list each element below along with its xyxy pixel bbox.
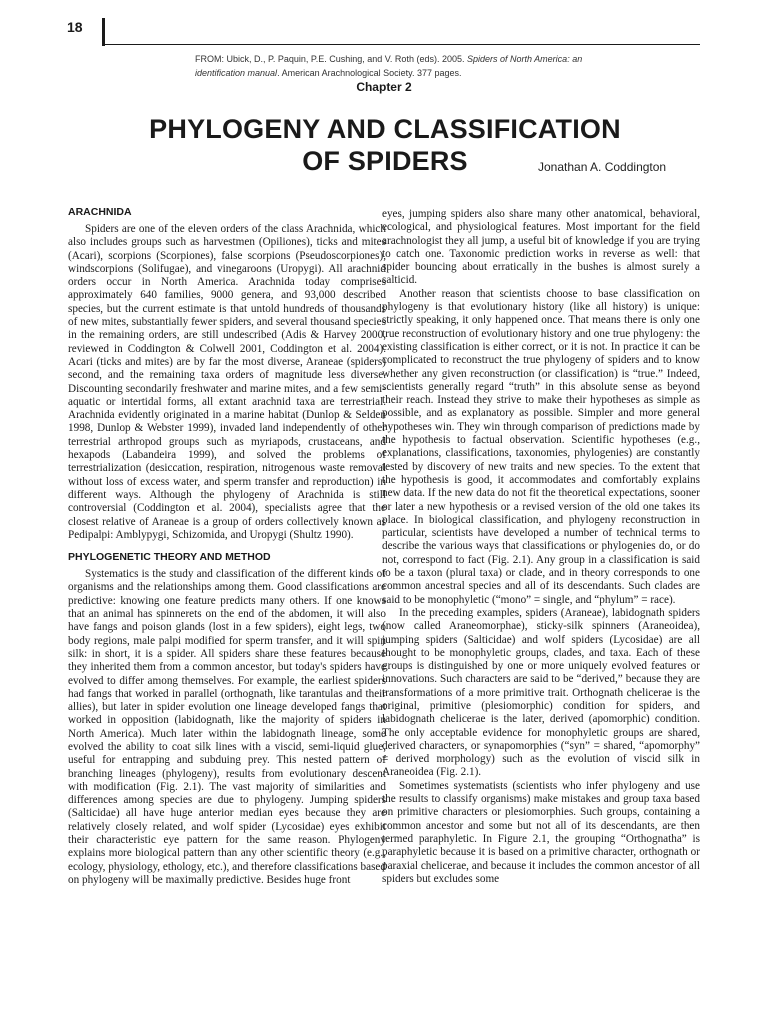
chapter-label: Chapter 2 (356, 80, 412, 94)
source-suffix: . American Arachnological Society. 377 pages. (277, 68, 462, 78)
source-prefix: FROM: Ubick, D., P. Paquin, P.E. Cushing, and V. Roth (eds). 2005. (195, 54, 467, 64)
paragraph-continued: eyes, jumping spiders also share many other anatomical, behavioral, ecological, and physiological features. Most important for the field arachnologist they all jump, a useful bit of knowledge if you are trying to catch one. Taxonomic prediction works in reverse as well: that spider bouncing about erratically in the bushes is almost surely a salticid. (382, 208, 700, 287)
page-number: 18 (67, 19, 83, 35)
title-line-2: OF SPIDERS (302, 146, 468, 176)
title-line-1: PHYLOGENY AND CLASSIFICATION (149, 114, 621, 144)
header-bar (102, 18, 105, 46)
paragraph: Another reason that scientists choose to base classification on phylogeny is that evolutionary history (like all history) is unique: strictly speaking, it only happened once. That means there is only one true reconstruction of evolutionary history and one true phylogeny: the existing classification is either correct, or it is not. In practice it can be complicated to reconstruct the true phylogeny of spiders and to know whether any given reconstruction (or classification) is “true.” Indeed, scientists generally regard “truth” in this absolute sense as beyond their reach. Instead they strive to make their hypotheses as simple as possible, and as explanatory as possible. Simpler and more general hypotheses win. They win through comparison of predictions made by the hypothesis to factual observation. Scientific hypotheses (e.g., explanations, classifications, taxonomies, phylogenies) are constantly tested by discovery of new traits and new species. To the extent that the hypothesis is good, it accommodates and comfortably explains new data. If the new data do not fit the theoretical expectations, sooner or later a new hypothesis or a revised version of the old one takes its place. In biological classification, and phylogeny reconstruction in particular, scientists have developed a number of technical terms to describe the various ways that classifications or phylogenies do, or do not, correspond to fact (Fig. 2.1). Any group in a classification is said to be a taxon (plural taxa) or clade, and in theory corresponds to one common ancestral species and all of its descendants. Such clades are said to be monophyletic (“mono” = single, and “phylum” = race). (382, 287, 700, 606)
paragraph: Sometimes systematists (scientists who infer phylogeny and use the results to classify organisms) make mistakes and group taxa based on primitive characters or plesiomorphies. Such groups, containing a common ancestor and some but not all of its descendants, are then termed paraphyletic. In Figure 2.1, the grouping “Orthognatha” is paraphyletic because it is based on a primitive character, orthognath or paraxial chelicerae, and because it includes the common ancestor of all spiders but excludes some (382, 779, 700, 885)
right-column (382, 208, 700, 886)
source-book-title: Spiders of North America: an (466, 54, 583, 64)
author-name: Jonathan A. Coddington (538, 160, 667, 174)
source-book-subtitle: identification manual (195, 68, 278, 78)
section-heading-arachnida: ARACHNIDA (68, 206, 132, 218)
section-heading-theory: PHYLOGENETIC THEORY AND METHOD (68, 551, 271, 564)
source-citation (195, 52, 625, 80)
header-rule (104, 44, 700, 45)
paragraph: In the preceding examples, spiders (Araneae), labidognath spiders (now called Araneomorphae), sticky-silk spinners (Araneoidea), jumping spiders (Salticidae) and wolf spiders (Lycosidae) are all thought to be monophyletic groups, clades, and taxa. Each of these groups is distinguished by one or more uniquely evolved features or innovations. Such characters are said to be “derived,” because they are transformations of a more primitive trait. Orthognath chelicerae is the original, primitive (plesiomorphic) condition for spiders, and labidognath chelicerae is the later, derived (apomorphic) condition. The only acceptable evidence for monophyletic groups are shared, derived characters, or synapomorphies (“syn” = shared, “apomorphy” = derived morphology) such as the evolution of viscid silk in Araneoidea (Fig. 2.1). (382, 606, 700, 779)
paragraph: Systematics is the study and classification of the different kinds of organisms and the relationships among them. Good classifications are predictive: knowing one feature predicts many others. If one knows that an animal has spinnerets on the end of the abdomen, it will also have fangs and poison glands (lost in a few spiders), eight legs, two body regions, male palpi modified for sperm transfer, and it will spin silk: in short, it is a spider. All spiders share these features because they inherited them from a common ancestor, but today's spiders have evolved to differ among themselves. For example, the earliest spiders had fangs that worked in parallel (orthognath, like tarantulas and their allies), but later in spider evolution one lineage developed fangs that worked in opposition (labidognath, like the majority of spiders in North America). Much later within the labidognath lineage, some evolved the ability to coat silk lines with a viscid, semi-liquid glue, useful for entrapping and subduing prey. This nested pattern of branching lineages (phylogeny), results from evolutionary descent with modification (Fig. 2.1). The vast majority of similarities and differences among species are due to phylogeny. Jumping spiders (Salticidae) all have huge anterior median eyes because they are relatively closely related, and wolf spider (Lycosidae) eyes exhibit their characteristic eye pattern for the same reason. Phylogeny explains more biological pattern than any other scientific theory (e.g., ecology, physiology, ethology, etc.), and therefore classifications based on phylogeny will be maximally predictive. Besides huge front (68, 568, 386, 886)
left-column (68, 205, 386, 887)
paragraph: Spiders are one of the eleven orders of the class Arachnida, which also includes groups such as harvestmen (Opiliones), ticks and mites (Acari), scorpions (Scorpiones), false scorpions (Pseudoscorpiones), windscorpions (Solifugae), and vinegaroons (Uropygi). All arachnid orders occur in North America. Arachnida today comprises approximately 640 families, 9000 genera, and 93,000 described species, but the current estimate is that untold hundreds of thousands of new mites, substantially fewer spiders, and several thousand species in the remaining orders, are still undescribed (Adis & Harvey 2000, reviewed in Coddington & Colwell 2001, Coddington et al. 2004). Acari (ticks and mites) are by far the most diverse, Araneae (spiders) second, and the remaining taxa orders of magnitude less diverse. Discounting secondarily freshwater and marine mites, and a few semi-aquatic or intertidal forms, all extant arachnid taxa are terrestrial. Arachnida evidently originated in a marine habitat (Dunlop & Selden 1998, Dunlop & Webster 1999), invaded land independently of other terrestrial arthropod groups such as myriapods, crustaceans, and hexapods (Labandeira 1999), and solved the problems of terrestrialization (desiccation, respiration, nitrogenous waste removal without loss of excess water, and sperm transfer and reproduction) in different ways. Although the phylogeny of Arachnida is still controversial (Coddington et al. 2004), specialists agree that the closest relative of Araneae is a group of orders collectively known as Pedipalpi: Amblypygi, Schizomida, and Uropygi (Shultz 1990). (68, 223, 386, 541)
